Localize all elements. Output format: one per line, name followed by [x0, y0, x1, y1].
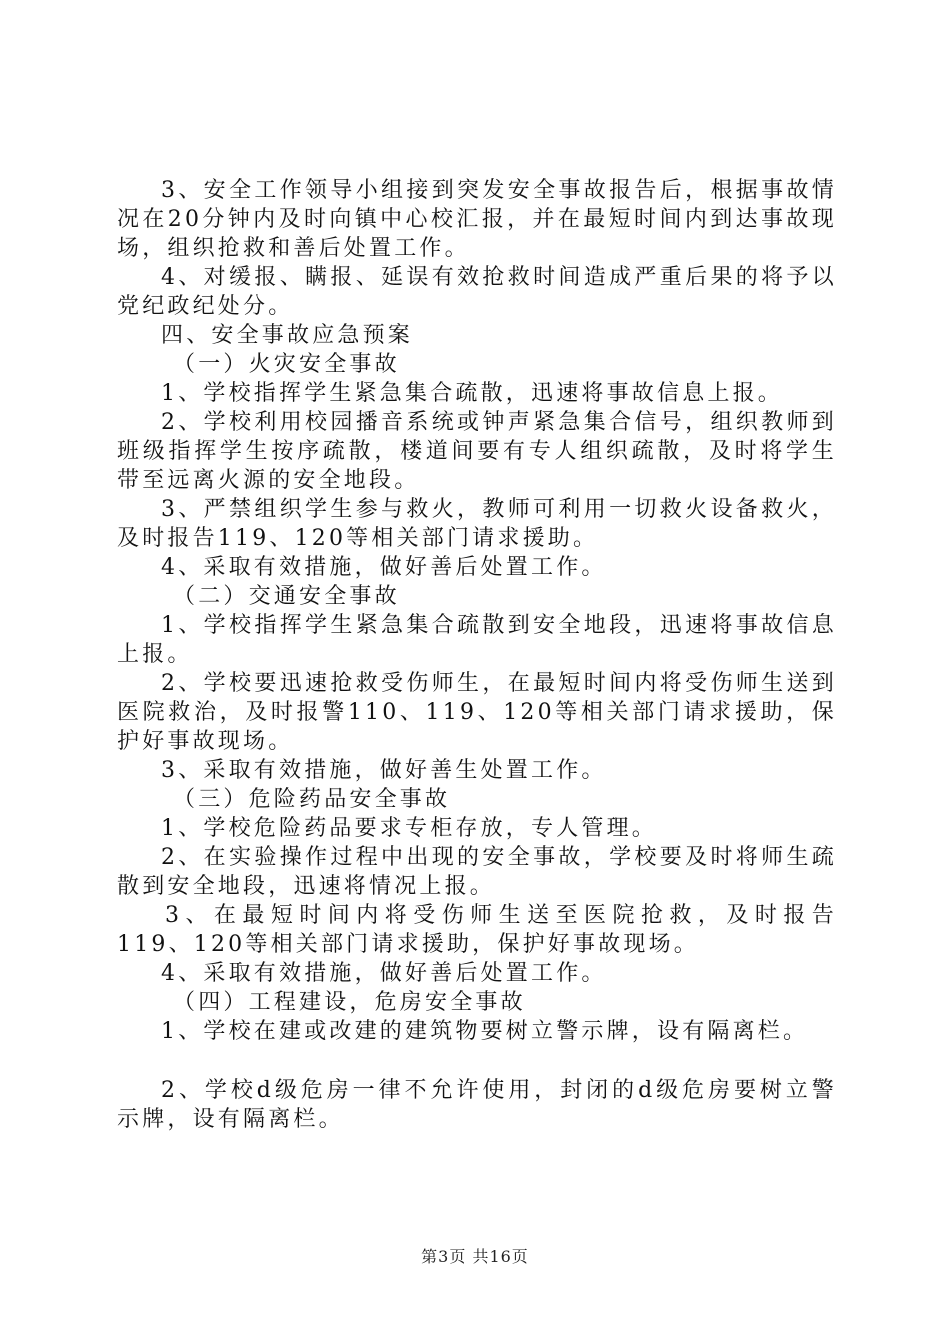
- paragraph-fire-3: 3、严禁组织学生参与救火，教师可利用一切救火设备救火，及时报告119、120等相关部门请求援助。: [117, 497, 837, 551]
- paragraph-traffic-3: 3、采取有效措施，做好善生处置工作。: [161, 758, 607, 783]
- subsection-heading-fire: （一）火灾安全事故: [173, 352, 400, 377]
- subsection-heading-traffic: （二）交通安全事故: [173, 584, 400, 609]
- subsection-heading-hazardous-chemicals: （三）危险药品安全事故: [173, 787, 451, 812]
- paragraph-fire-1: 1、学校指挥学生紧急集合疏散，迅速将事故信息上报。: [161, 381, 783, 406]
- paragraph-chemicals-1: 1、学校危险药品要求专柜存放，专人管理。: [161, 816, 657, 841]
- document-body: [117, 176, 837, 1134]
- subsection-heading-construction: （四）工程建设，危房安全事故: [173, 990, 526, 1015]
- paragraph-chemicals-2: 2、在实验操作过程中出现的安全事故，学校要及时将师生疏散到安全地段，迅速将情况上报。: [117, 845, 837, 899]
- paragraph-penalty: 4、对缓报、瞒报、延误有效抢救时间造成严重后果的将予以党纪政纪处分。: [117, 265, 837, 319]
- section-heading-emergency-plan: 四、安全事故应急预案: [161, 323, 414, 348]
- paragraph-construction-1: 1、学校在建或改建的建筑物要树立警示牌，设有隔离栏。: [161, 1019, 809, 1044]
- paragraph-report-procedure: 3、安全工作领导小组接到突发安全事故报告后，根据事故情况在20分钟内及时向镇中心校汇报，并在最短时间内到达事故现场，组织抢救和善后处置工作。: [117, 178, 837, 261]
- paragraph-spacer: [117, 1046, 837, 1076]
- paragraph-construction-2: 2、学校d级危房一律不允许使用，封闭的d级危房要树立警示牌，设有隔离栏。: [117, 1078, 837, 1132]
- paragraph-chemicals-4: 4、采取有效措施，做好善后处置工作。: [161, 961, 607, 986]
- paragraph-traffic-1: 1、学校指挥学生紧急集合疏散到安全地段，迅速将事故信息上报。: [117, 613, 837, 667]
- paragraph-fire-2: 2、学校利用校园播音系统或钟声紧急集合信号，组织教师到班级指挥学生按序疏散，楼道间要有专人组织疏散，及时将学生带至远离火源的安全地段。: [117, 410, 837, 493]
- page-number-footer: 第3页 共16页: [421, 1247, 529, 1266]
- paragraph-fire-4: 4、采取有效措施，做好善后处置工作。: [161, 555, 607, 580]
- paragraph-chemicals-3: 3、在最短时间内将受伤师生送至医院抢救，及时报告119、120等相关部门请求援助，保护好事故现场。: [117, 903, 837, 957]
- paragraph-traffic-2: 2、学校要迅速抢救受伤师生，在最短时间内将受伤师生送到医院救治，及时报警110、119、120等相关部门请求援助，保护好事故现场。: [117, 671, 837, 754]
